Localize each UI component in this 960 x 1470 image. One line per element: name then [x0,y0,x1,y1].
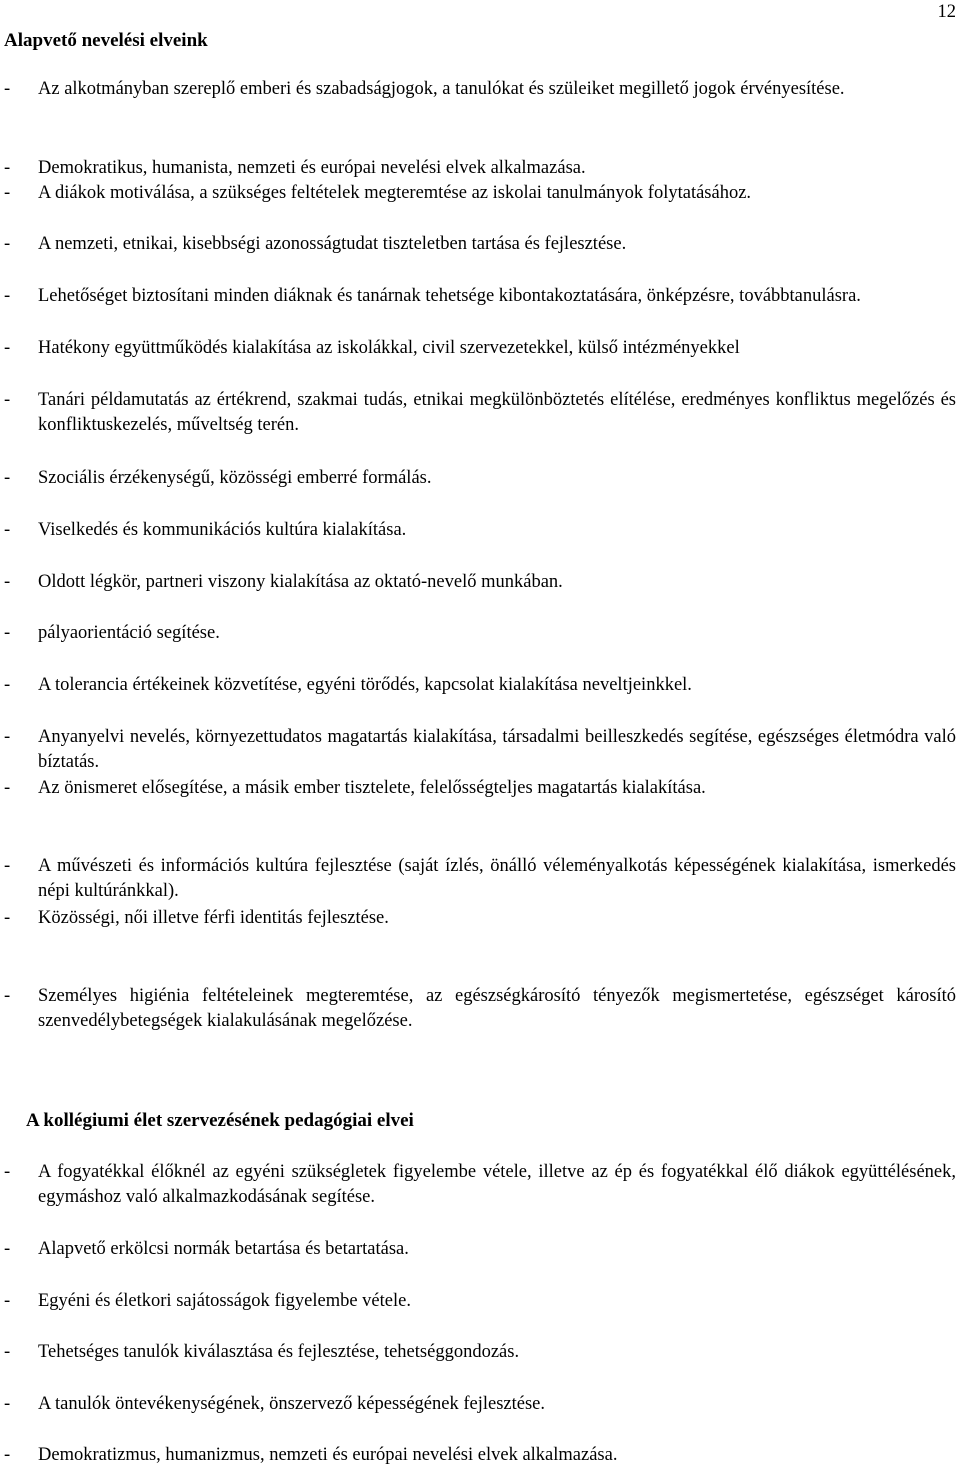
list-item [4,181,956,206]
list-dash: - [4,158,11,178]
list-dash: - [4,286,11,306]
list-item-text: Hatékony együttműködés kialakítása az iskolákkal, civil szervezetekkel, külső intézményekkel [38,338,740,358]
list-dash: - [4,1394,11,1414]
list-dash: - [4,79,11,99]
list-item [4,284,956,309]
list-dash: - [4,520,11,540]
list-item [4,1289,956,1314]
list-dash: - [4,623,11,643]
list-dash: - [4,778,11,798]
list-item-text: Alapvető erkölcsi normák betartása és betartatása. [38,1239,409,1259]
list-item-text: Az önismeret elősegítése, a másik ember tisztelete, felelősségteljes magatartás kialakítása. [38,778,706,798]
list-dash: - [4,338,11,358]
list-item [4,336,956,361]
list-dash: - [4,468,11,488]
list-item-text: A fogyatékkal élőknél az egyéni szükségletek figyelembe vétele, illetve az ép és fogyatékkal élő diákok együttélésének, egymáshoz való alkalmazkodásának segítése. [38,1162,956,1207]
section-heading-kollegiumi-elvek: A kollégiumi élet szervezésének pedagógiai elvei [26,1110,414,1131]
list-item [4,570,956,595]
list-dash: - [4,572,11,592]
list-dash: - [4,234,11,254]
list-dash: - [4,727,11,747]
list-item [4,1340,956,1365]
list-item [4,725,956,775]
list-item-text: Az alkotmányban szereplő emberi és szabadságjogok, a tanulókat és szüleiket megillető jogok érvényesítése. [38,79,845,99]
list-dash: - [4,1162,11,1182]
list-item [4,854,956,904]
list-dash: - [4,1291,11,1311]
list-dash: - [4,390,11,410]
list-item [4,1237,956,1262]
list-item [4,466,956,491]
list-item [4,1443,956,1468]
list-item [4,232,956,257]
list-dash: - [4,986,11,1006]
list-item-text: Tehetséges tanulók kiválasztása és fejlesztése, tehetséggondozás. [38,1342,520,1362]
list-item [4,1392,956,1417]
list-item-text: A művészeti és információs kultúra fejlesztése (saját ízlés, önálló véleményalkotás képességének kialakítása, ismerkedés népi kultúránkkal). [38,856,956,901]
section-heading-nevelesi-elvek: Alapvető nevelési elveink [4,30,208,51]
list-dash: - [4,856,11,876]
list-item-text: pályaorientáció segítése. [38,623,220,643]
list-item-text: Egyéni és életkori sajátosságok figyelembe vétele. [38,1291,411,1311]
list-item [4,984,956,1034]
list-item [4,776,956,801]
list-item-text: Viselkedés és kommunikációs kultúra kialakítása. [38,520,407,540]
list-item-text: Közösségi, női illetve férfi identitás fejlesztése. [38,908,389,928]
list-item-text: Oldott légkör, partneri viszony kialakítása az oktató-nevelő munkában. [38,572,563,592]
list-item [4,1160,956,1210]
list-item [4,518,956,543]
list-item-text: A diákok motiválása, a szükséges feltételek megteremtése az iskolai tanulmányok folytatásához. [38,183,752,203]
list-dash: - [4,1342,11,1362]
list-item-text: A nemzeti, etnikai, kisebbségi azonosságtudat tiszteletben tartása és fejlesztése. [38,234,627,254]
page-number: 12 [937,2,956,22]
list-item [4,673,956,698]
list-item-text: Személyes higiénia feltételeinek megteremtése, az egészségkárosító tényezők megismertetése, egészséget károsító szenvedélybetegségek kialakulásának megelőzése. [38,986,956,1031]
list-dash: - [4,675,11,695]
list-item-text: Tanári példamutatás az értékrend, szakmai tudás, etnikai megkülönböztetés elítélése, eredményes konfliktus megelőzés és konfliktuskezelés, műveltség terén. [38,390,956,435]
list-item-text: Demokratikus, humanista, nemzeti és európai nevelési elvek alkalmazása. [38,158,586,178]
list-dash: - [4,183,11,203]
list-dash: - [4,908,11,928]
list-item [4,621,956,646]
list-item [4,906,956,931]
list-dash: - [4,1239,11,1259]
list-item [4,388,956,438]
list-dash: - [4,1445,11,1465]
list-item [4,77,956,102]
list-item [4,156,956,181]
list-item-text: Demokratizmus, humanizmus, nemzeti és európai nevelési elvek alkalmazása. [38,1445,618,1465]
list-item-text: A tanulók öntevékenységének, önszervező képességének fejlesztése. [38,1394,546,1414]
list-item-text: Szociális érzékenységű, közösségi emberré formálás. [38,468,432,488]
list-item-text: A tolerancia értékeinek közvetítése, egyéni törődés, kapcsolat kialakítása neveltjeinkkel. [38,675,692,695]
list-item-text: Anyanyelvi nevelés, környezettudatos magatartás kialakítása, társadalmi beilleszkedés segítése, egészséges életmódra való bíztatás. [38,727,956,772]
list-item-text: Lehetőséget biztosítani minden diáknak és tanárnak tehetsége kibontakoztatására, önképzésre, továbbtanulásra. [38,286,861,306]
